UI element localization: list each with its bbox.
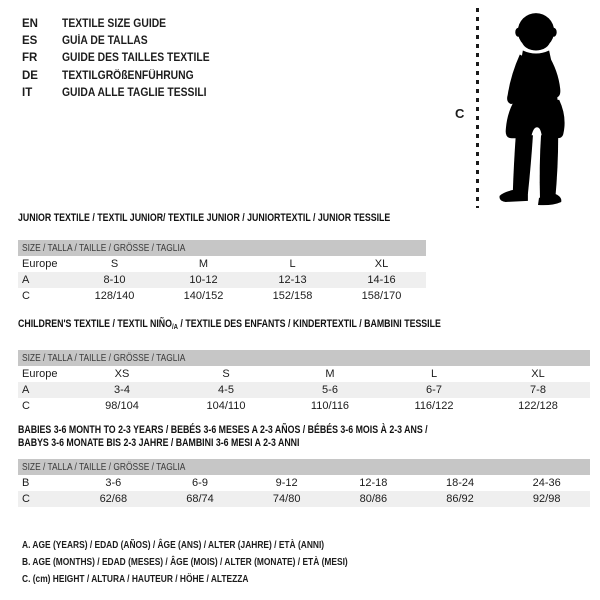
- value-cell: 74/80: [272, 493, 301, 505]
- table-row: [18, 382, 590, 398]
- table-title: [18, 318, 590, 333]
- table-row: [18, 272, 426, 288]
- value-cell: 86/92: [446, 493, 474, 505]
- language-code: IT: [22, 86, 33, 99]
- table-row: [18, 491, 590, 507]
- value-cell: 8-10: [103, 274, 126, 286]
- value-cell: 6-9: [192, 477, 208, 489]
- table-title-text: JUNIOR TEXTILE / TEXTIL JUNIOR/ TEXTILE JUNIOR / JUNIORTEXTIL / JUNIOR TESSILE: [18, 212, 391, 224]
- legend-notes: [22, 537, 429, 588]
- value-cell: 3-6: [105, 477, 122, 489]
- language-code: FR: [22, 52, 38, 65]
- value-cell: 140/152: [183, 290, 224, 302]
- row-label-cell: A: [22, 274, 30, 286]
- value-cell: 92/98: [532, 493, 561, 505]
- value-cell: 18-24: [445, 477, 475, 489]
- note-age-months: B. AGE (MONTHS) / EDAD (MESES) / ÂGE (MOIS) / ALTER (MONATE) / ETÀ (MESI): [22, 556, 348, 568]
- value-cell: 14-16: [367, 274, 396, 286]
- value-cell: 62/68: [99, 493, 128, 505]
- row-label-cell: C: [22, 400, 30, 412]
- value-cell: M: [198, 258, 209, 270]
- language-code: ES: [22, 35, 38, 48]
- value-cell: S: [222, 368, 230, 380]
- language-row: [22, 68, 226, 85]
- value-cell: 80/86: [359, 493, 388, 505]
- value-cell: 6-7: [426, 384, 442, 396]
- table-title: [18, 212, 426, 225]
- row-label-cell: B: [22, 477, 30, 489]
- value-cell: 104/110: [206, 400, 246, 412]
- value-cell: 68/74: [186, 493, 214, 505]
- language-code: EN: [22, 18, 38, 30]
- language-label: GUIDA ALLE TAGLIE TESSILI: [62, 86, 207, 99]
- value-cell: L: [289, 258, 296, 270]
- childrens-textile-table: [18, 318, 590, 414]
- size-header-text: SIZE / TALLA / TAILLE / GRÖSSE / TAGLIA: [22, 242, 186, 254]
- row-label-cell: Europe: [22, 258, 58, 270]
- table-title-line2: [18, 437, 590, 450]
- value-cell: 152/158: [272, 290, 313, 302]
- language-label: TEXTILGRÖßENFÜHRUNG: [62, 69, 194, 82]
- language-row: [22, 85, 226, 102]
- value-cell: 12-18: [359, 477, 388, 489]
- value-cell: 98/104: [105, 400, 139, 412]
- value-cell: XL: [374, 258, 389, 270]
- babies-textile-table: [18, 424, 590, 507]
- language-label: GUIDE DES TAILLES TEXTILE: [62, 52, 210, 65]
- value-cell: 122/128: [518, 400, 558, 412]
- row-label-cell: A: [22, 384, 30, 396]
- language-row: [22, 16, 226, 33]
- value-cell: 110/116: [310, 400, 350, 412]
- table-title-line1: [18, 424, 590, 437]
- language-label: TEXTILE SIZE GUIDE: [62, 18, 167, 30]
- language-row: [22, 50, 226, 67]
- table-row: [18, 475, 590, 491]
- row-label-cell: C: [22, 290, 30, 302]
- table-title-text: BABYS 3-6 MONATE BIS 2-3 JAHRE / BAMBINI 3-6 MESI A 2-3 ANNI: [18, 437, 300, 449]
- value-cell: 10-12: [189, 274, 218, 286]
- junior-textile-table: [18, 212, 426, 304]
- language-code: DE: [22, 69, 38, 82]
- size-header-bar: [18, 350, 590, 366]
- value-cell: L: [430, 368, 438, 380]
- table-row: [18, 366, 590, 382]
- title-part-pre: CHILDREN'S TEXTILE / TEXTIL NIÑO: [18, 318, 172, 330]
- size-header-bar: [18, 240, 426, 256]
- value-cell: 24-36: [532, 477, 561, 489]
- table-title-text: [18, 318, 441, 333]
- value-cell: 3-4: [114, 384, 130, 396]
- table-row: [18, 288, 426, 304]
- value-cell: 116/122: [414, 400, 454, 412]
- height-dashed-line: [476, 8, 479, 208]
- note-age-years: A. AGE (YEARS) / EDAD (AÑOS) / ÂGE (ANS) / ALTER (JAHRE) / ETÀ (ANNI): [22, 539, 325, 551]
- value-cell: 5-6: [322, 384, 338, 396]
- table-row: [18, 398, 590, 414]
- value-cell: 4-5: [218, 384, 234, 396]
- table-row: [18, 256, 426, 272]
- value-cell: S: [110, 258, 119, 270]
- value-cell: M: [325, 368, 335, 380]
- title-part-sub: /A: [171, 322, 178, 331]
- value-cell: 158/170: [361, 290, 402, 302]
- table-title-text: BABIES 3-6 MONTH TO 2-3 YEARS / BEBÉS 3-6 MESES A 2-3 AÑOS / BÉBÉS 3-6 MOIS À 2-3 ANS /: [18, 424, 428, 436]
- value-cell: 9-12: [275, 477, 298, 489]
- size-header-text: SIZE / TALLA / TAILLE / GRÖSSE / TAGLIA: [22, 352, 186, 364]
- language-row: [22, 33, 226, 50]
- size-header-text: SIZE / TALLA / TAILLE / GRÖSSE / TAGLIA: [22, 461, 186, 473]
- row-label-cell: C: [22, 493, 30, 505]
- value-cell: XS: [114, 368, 130, 380]
- row-label-cell: Europe: [22, 368, 58, 380]
- note-height-cm: C. (cm) HEIGHT / ALTURA / HAUTEUR / HÖHE / ALTEZZA: [22, 573, 249, 585]
- value-cell: XL: [531, 368, 545, 380]
- toddler-silhouette: [481, 6, 595, 208]
- value-cell: 7-8: [530, 384, 546, 396]
- language-title-list: [22, 16, 226, 102]
- size-header-bar: [18, 459, 590, 475]
- title-part-post: / TEXTILE DES ENFANTS / KINDERTEXTIL / BAMBINI TESSILE: [177, 318, 441, 330]
- value-cell: 128/140: [94, 290, 135, 302]
- height-label-c: C: [455, 106, 465, 121]
- language-label: GUÍA DE TALLAS: [62, 35, 148, 48]
- value-cell: 12-13: [278, 274, 307, 286]
